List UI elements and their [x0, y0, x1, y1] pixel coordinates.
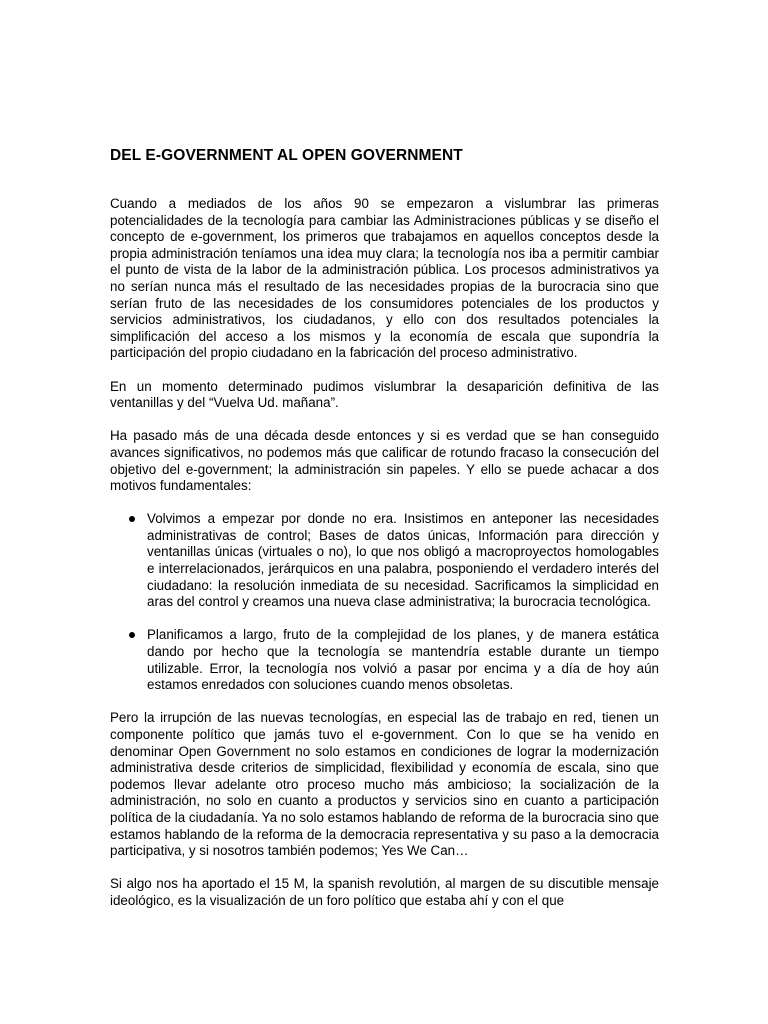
motives-list: [110, 511, 659, 694]
paragraph-ventanillas: En un momento determinado pudimos vislumbrar la desaparición definitiva de las ventanillas y del “Vuelva Ud. mañana”.: [110, 378, 659, 411]
document-page: [110, 146, 659, 926]
list-item-text: Volvimos a empezar por donde no era. Insistimos en anteponer las necesidades administrativas de control; Bases de datos únicas, Información para dirección y ventanillas únicas (virtuales o no), lo que nos obligó a macroproyectos homologables e interrelacionados, jerárquicos en una palabra, posponiendo el verdadero interés del ciudadano: la resolución inmediata de su necesidad. Sacrificamos la simplicidad en aras del control y creamos una nueva clase administrativa; la burocracia tecnológica.: [147, 511, 659, 610]
bullet-icon: [129, 632, 135, 638]
list-item: [110, 627, 659, 693]
bullet-icon: [129, 516, 135, 522]
list-item-text: Planificamos a largo, fruto de la complejidad de los planes, y de manera estática dando por hecho que la tecnología se mantendría estable durante un tiempo utilizable. Error, la tecnología nos volvió a pasar por encima y a día de hoy aún estamos enredados con soluciones cuando menos obsoletas.: [147, 627, 659, 693]
paragraph-decada: Ha pasado más de una década desde entonces y si es verdad que se han conseguido avances significativos, no podemos más que calificar de rotundo fracaso la consecución del objetivo del e-government; la administración sin papeles. Y ello se puede achacar a dos motivos fundamentales:: [110, 428, 659, 494]
paragraph-open-government: Pero la irrupción de las nuevas tecnologías, en especial las de trabajo en red, tienen un componente político que jamás tuvo el e-government. Con lo que se ha venido en denominar Open Government no solo estamos en condiciones de lograr la modernización administrativa desde criterios de simplicidad, flexibilidad y economía de escala, sino que podemos llevar adelante otro proceso mucho más ambicioso; la socialización de la administración, no solo en cuanto a productos y servicios sino en cuanto a participación política de la ciudadanía. Ya no solo estamos hablando de reforma de la burocracia sino que estamos hablando de la reforma de la democracia representativa y su paso a la democracia participativa, y si nosotros también podemos; Yes We Can…: [110, 710, 659, 859]
paragraph-intro: Cuando a mediados de los años 90 se empezaron a vislumbrar las primeras potencialidades de la tecnología para cambiar las Administraciones públicas y se diseño el concepto de e-government, los primeros que trabajamos en aquellos conceptos desde la propia administración teníamos una idea muy clara; la tecnología nos iba a permitir cambiar el punto de vista de la labor de la administración pública. Los procesos administrativos ya no serían nunca más el resultado de las necesidades propias de la burocracia sino que serían fruto de las necesidades de los consumidores potenciales de los productos y servicios administrativos, los ciudadanos, y ello con dos resultados potenciales la simplificación del acceso a los mismos y la economía de escala que supondría la participación del propio ciudadano en la fabricación del proceso administrativo.: [110, 196, 659, 361]
document-title: DEL E-GOVERNMENT AL OPEN GOVERNMENT: [110, 147, 463, 164]
paragraph-15m: Si algo nos ha aportado el 15 M, la spanish revolutión, al margen de su discutible mensaje ideológico, es la visualización de un foro político que estaba ahí y con el que: [110, 876, 659, 908]
list-item: [110, 511, 659, 611]
